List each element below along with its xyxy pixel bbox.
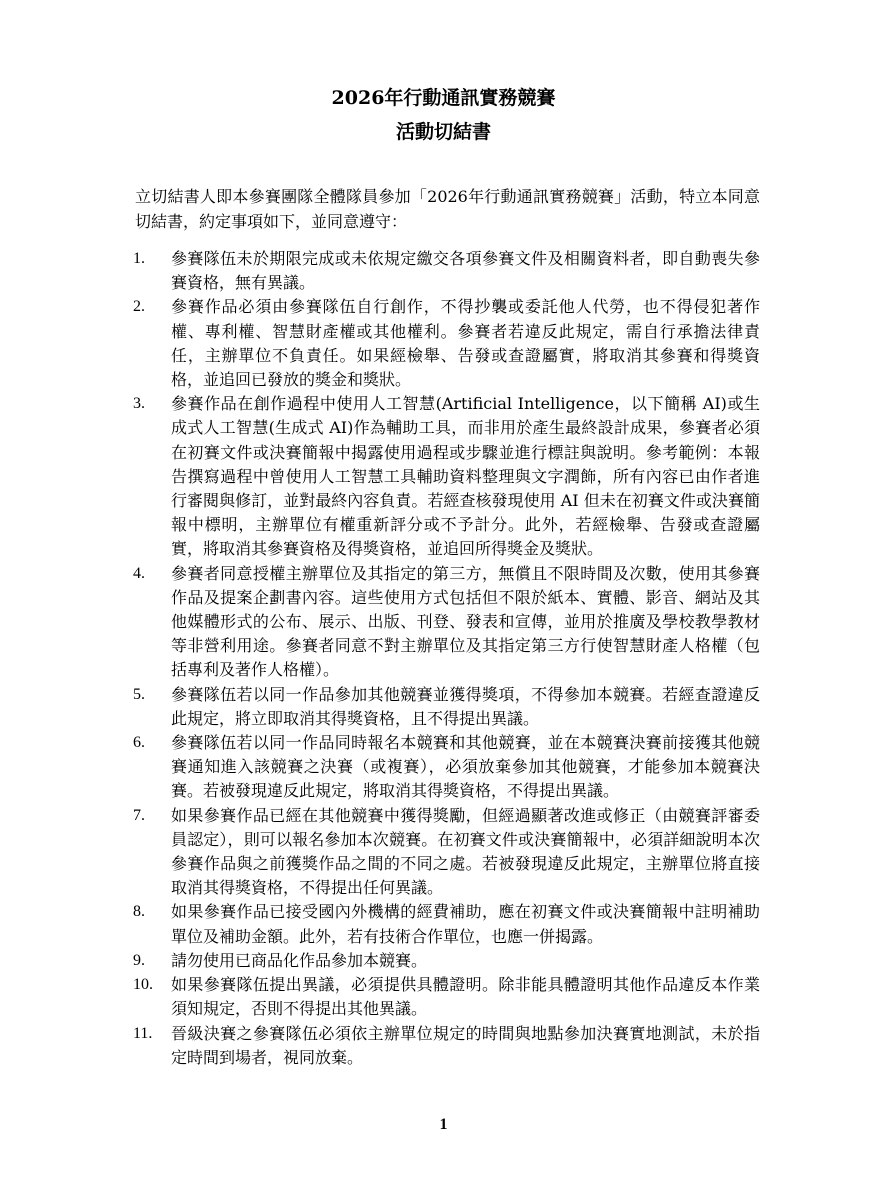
list-item [133, 247, 760, 295]
list-item [133, 973, 760, 1021]
list-item [133, 562, 760, 683]
item-number: 5. [133, 685, 145, 703]
list-item [133, 392, 760, 561]
item-text: 請勿使用已商品化作品參加本競賽。 [171, 950, 428, 970]
list-item [133, 683, 760, 731]
item-number: 8. [133, 903, 145, 921]
item-text: 參賽隊伍未於期限完成或未依規定繳交各項參賽文件及相關資料者，即自動喪失參賽資格，無有異議。 [171, 249, 760, 293]
intro-paragraph: 立切結書人即本參賽團隊全體隊員參加「2026年行動通訊實務競賽」活動，特立本同意切結書，約定事項如下，並同意遵守： [135, 187, 760, 231]
item-text: 參賽隊伍若以同一作品同時報名本競賽和其他競賽，並在本競賽決賽前接獲其他競賽通知進入該競賽之決賽（或複賽），必須放棄參加其他競賽，才能參加本競賽決賽。若被發現違反此規定，將取消其得獎資格，不得提出異議。 [171, 733, 760, 801]
item-text: 晉級決賽之參賽隊伍必須依主辦單位規定的時間與地點參加決賽實地測試，未於指定時間到場者，視同放棄。 [171, 1023, 760, 1067]
item-number: 4. [133, 564, 145, 582]
agreement-list [133, 247, 760, 1070]
item-text: 參賽隊伍若以同一作品參加其他競賽並獲得獎項，不得參加本競賽。若經查證違反此規定，將立即取消其得獎資格，且不得提出異議。 [171, 684, 760, 728]
item-number: 2. [133, 298, 145, 316]
item-text: 如果參賽作品已經在其他競賽中獲得獎勵，但經過顯著改進或修正（由競賽評審委員認定），則可以報名參加本次競賽。在初賽文件或決賽簡報中，必須詳細說明本次參賽作品與之前獲獎作品之間的不同之處。若被發現違反此規定，主辦單位將直接取消其得獎資格，不得提出任何異議。 [171, 805, 760, 898]
item-number: 6. [133, 734, 145, 752]
document-subtitle: 活動切結書 [395, 121, 491, 143]
list-item [133, 804, 760, 901]
item-text: 參賽作品必須由參賽隊伍自行創作，不得抄襲或委託他人代勞，也不得侵犯著作權、專利權、智慧財產權或其他權利。參賽者若違反此規定，需自行承擔法律責任，主辦單位不負責任。如果經檢舉、告發或查證屬實，將取消其參賽和得獎資格，並追回已發放的獎金和獎狀。 [171, 297, 760, 390]
item-text: 如果參賽作品已接受國內外機構的經費補助，應在初賽文件或決賽簡報中註明補助單位及補助金額。此外，若有技術合作單位，也應一併揭露。 [171, 902, 760, 946]
item-number: 9. [133, 951, 145, 969]
item-number: 11. [133, 1024, 153, 1042]
item-text: 參賽作品在創作過程中使用人工智慧(Artificial Intelligence，以下簡稱 AI)或生成式人工智慧(生成式 AI)作為輔助工具，而非用於產生最終設計成果，參賽者必須在初賽文件或決賽簡報中揭露使用過程或步驟並進行標註與說明。參考範例：本報告撰寫過程中曾使用人工智慧工具輔助資料整理與文字潤飾，所有內容已由作者進行審閱與修訂，並對最終內容負責。若經查核發現使用 AI 但未在初賽文件或決賽簡報中標明，主辦單位有權重新評分或不予計分。此外，若經檢舉、告發或查證屬實，將取消其參賽資格及得獎資格，並追回所得獎金及獎狀。 [171, 394, 760, 559]
item-number: 7. [133, 806, 145, 824]
list-item [133, 900, 760, 948]
item-number: 1. [133, 250, 145, 267]
list-item [133, 949, 760, 973]
page-number: 1 [439, 1116, 448, 1133]
item-text: 如果參賽隊伍提出異議，必須提供具體證明。除非能具體證明其他作品違反本作業須知規定，否則不得提出其他異議。 [171, 975, 760, 1019]
item-text: 參賽者同意授權主辦單位及其指定的第三方，無償且不限時間及次數，使用其參賽作品及提案企劃書內容。這些使用方式包括但不限於紙本、實體、影音、網站及其他媒體形式的公布、展示、出版、刊登、發表和宣傳，並用於推廣及學校教學教材等非營利用途。參賽者同意不對主辦單位及其指定第三方行使智慧財產人格權（包括專利及著作人格權）。 [171, 563, 760, 680]
list-item [133, 295, 760, 392]
list-item [133, 1022, 760, 1070]
item-number: 10. [133, 976, 153, 994]
item-number: 3. [133, 395, 145, 413]
list-item [133, 731, 760, 804]
document-title: 2026年行動通訊實務競賽 [331, 87, 556, 109]
